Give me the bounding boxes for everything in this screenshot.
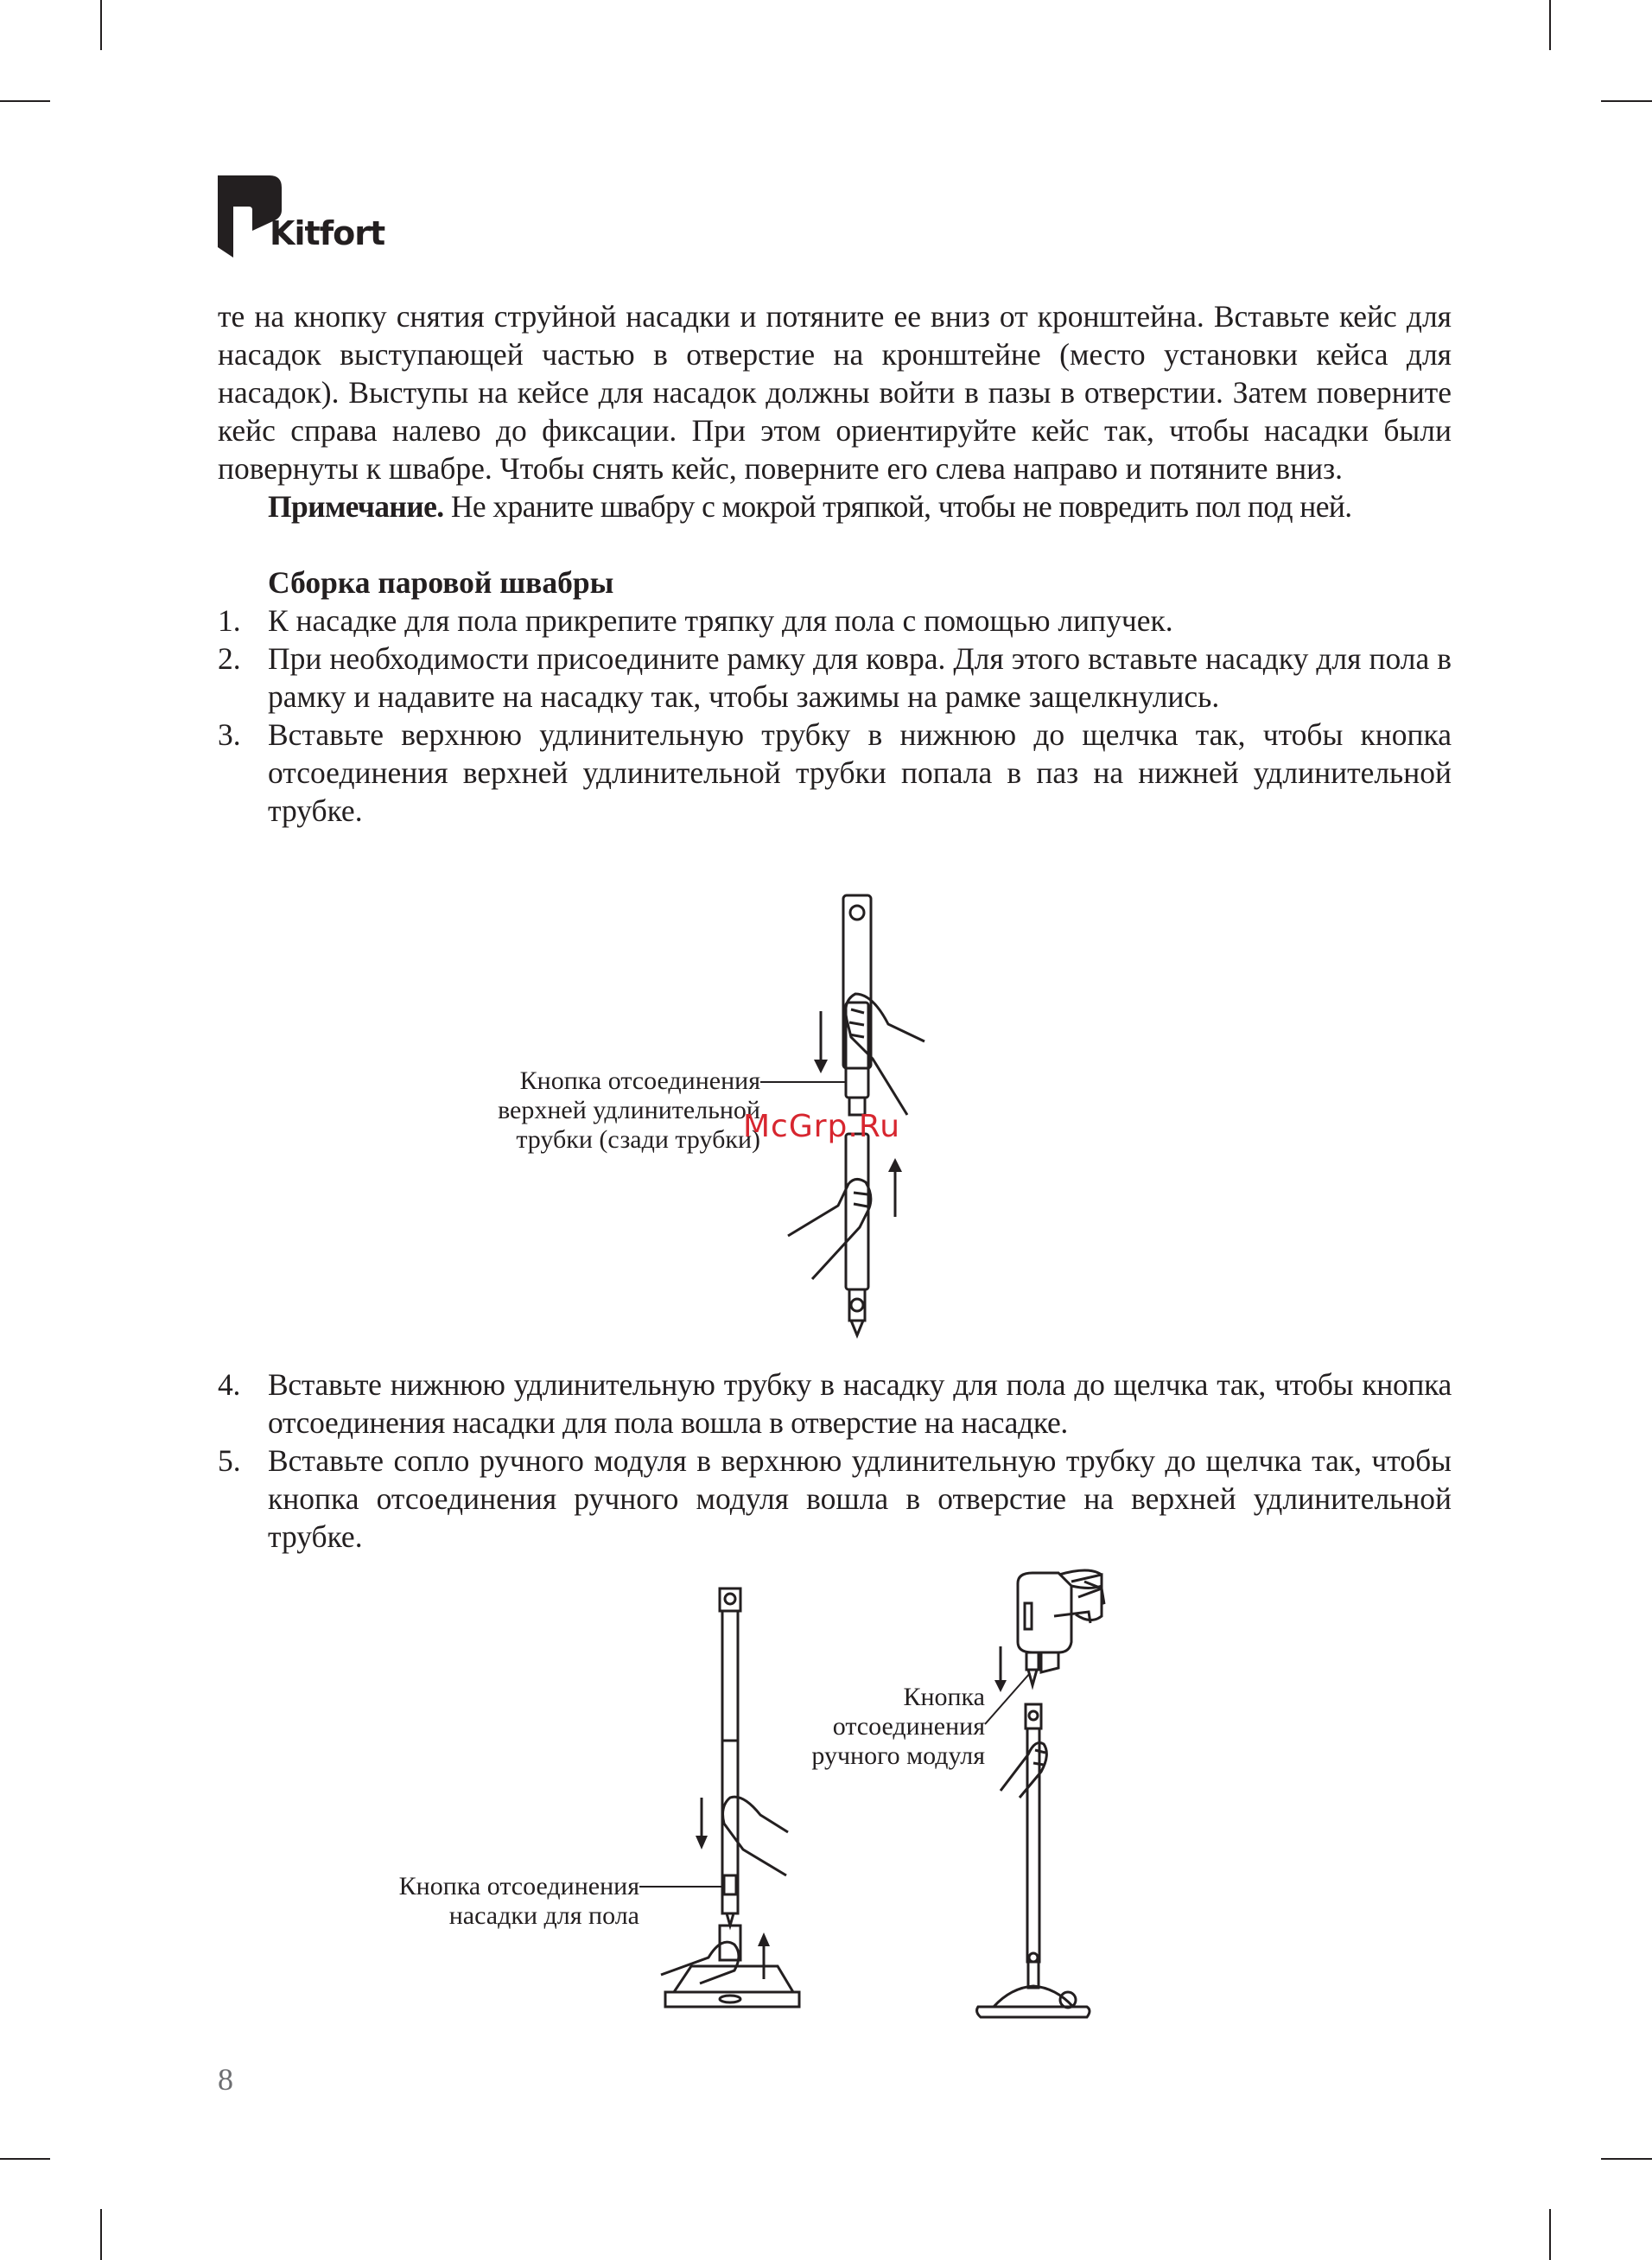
fig1-callout: Кнопка отсоединения верхней удлинительной трубки (сзади трубки) xyxy=(498,1066,760,1154)
fig3-callout: Кнопка отсоединения ручного модуля xyxy=(811,1683,985,1770)
list-item: 1. К насадке для пола прикрепите тряпку для пола с помощью липучек. xyxy=(218,603,1173,638)
list-item: 5. Вставьте сопло ручного модуля в верхнюю удлинительную трубку до щелчка так, чтобы кнопка отсоединения ручного модуля вошла в отверстие на верхней удлинительной трубке. xyxy=(218,1443,1452,1554)
brand-name: Kitfort xyxy=(270,214,385,252)
continuation-paragraph: те на кнопку снятия струйной насадки и потяните ее вниз от кронштейна. Вставьте кейс для насадок выступающей частью в отверстие на кронштейне (место установки кейса для насадок). Выступы на кейсе для насадок должны войти в пазы в отверстии. Затем поверните кейс справа налево до фиксации. При этом ориентируйте кейс так, чтобы насадки были повернуты к швабре. Чтобы снять кейс, поверните его слева направо и потяните вниз. xyxy=(218,299,1452,486)
crop-mark xyxy=(1549,2209,1551,2260)
crop-mark xyxy=(1549,0,1551,50)
crop-mark xyxy=(0,100,50,102)
list-item: 3. Вставьте верхнюю удлинительную трубку в нижнюю до щелчка так, чтобы кнопка отсоединения верхней удлинительной трубки попала в паз на нижней удлинительной трубке. xyxy=(218,717,1452,828)
note-paragraph xyxy=(218,487,1452,525)
watermark: McGrp.Ru xyxy=(743,1109,901,1144)
crop-mark xyxy=(0,2158,50,2160)
note-label: Примечание. xyxy=(268,489,444,524)
text-block-bottom xyxy=(218,1366,1452,1556)
list-item: 2. При необходимости присоедините рамку для ковра. Для этого вставьте насадку для пола в рамку и надавите на насадку так, чтобы зажимы на рамке защелкнулись. xyxy=(218,641,1452,714)
section-title: Сборка паровой швабры xyxy=(268,565,614,600)
crop-mark xyxy=(1601,100,1652,102)
page-number: 8 xyxy=(218,2062,233,2097)
steps-list-2 xyxy=(218,1366,1452,1556)
steps-list-1 xyxy=(218,602,1452,830)
note-text: Не храните швабру с мокрой тряпкой, чтобы не повредить пол под ней. xyxy=(443,489,1352,524)
crop-mark xyxy=(100,0,102,50)
list-item: 4. Вставьте нижнюю удлинительную трубку в насадку для пола до щелчка так, чтобы кнопка отсоединения насадки для пола вошла в отверстие на насадке. xyxy=(218,1367,1452,1440)
fig2-callout: Кнопка отсоединения насадки для пола xyxy=(398,1872,639,1930)
crop-mark xyxy=(1601,2158,1652,2160)
text-block-top xyxy=(218,297,1452,830)
crop-mark xyxy=(100,2209,102,2260)
